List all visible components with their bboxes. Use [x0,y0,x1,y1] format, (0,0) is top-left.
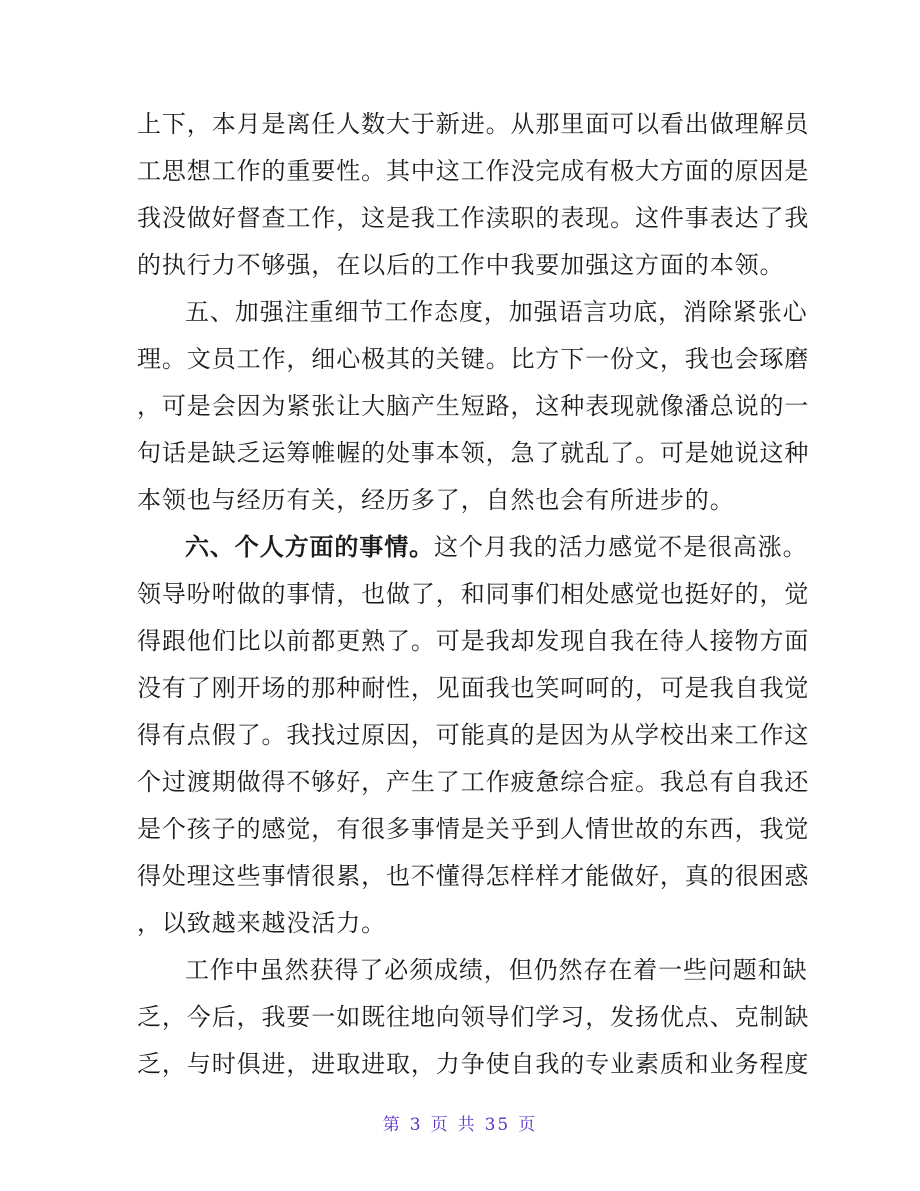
body-line-15: 个过渡期做得不够好，产生了工作疲惫综合症。我总有自我还 [137,768,810,796]
body-line-12: 得跟他们比以前都更熟了。可是我却发现自我在待人接物方面 [137,627,810,655]
footer-total-pages: 35 [484,1115,511,1135]
body-line-6: 理。文员工作，细心极其的关键。比方下一份文，我也会琢磨 [137,345,810,373]
footer-total-prefix: 共 [457,1115,477,1135]
body-line-18: ，以致越来越没活力。 [137,909,386,937]
section-six-heading: 六、个人方面的事情。 [185,532,434,561]
body-line-13: 没有了刚开场的那种耐性，见面我也笑呵呵的，可是我自我觉 [137,674,810,702]
body-line-20: 乏，今后，我要一如既往地向领导们学习，发扬优点、克制缺 [137,1003,810,1031]
body-line-2: 工思想工作的重要性。其中这工作没完成有极大方面的原因是 [137,157,810,185]
body-line-21: 乏，与时俱进，进取进取，力争使自我的专业素质和业务程度 [137,1050,810,1078]
body-line-14: 得有点假了。我找过原因，可能真的是因为从学校出来工作这 [137,721,810,749]
section-six-text: 这个月我的活力感觉不是很高涨。 [434,533,808,561]
body-line-19: 工作中虽然获得了必须成绩，但仍然存在着一些问题和缺 [185,956,808,984]
footer-page-unit: 页 [430,1115,450,1135]
body-line-5: 五、加强注重细节工作态度，加强语言功底，消除紧张心 [185,298,808,326]
footer-total-unit: 页 [518,1115,538,1135]
body-line-4: 的执行力不够强，在以后的工作中我要加强这方面的本领。 [137,251,785,279]
body-line-1: 上下，本月是离任人数大于新进。从那里面可以看出做理解员 [137,110,810,138]
body-line-17: 得处理这些事情很累，也不懂得怎样样才能做好，真的很困惑 [137,862,810,890]
body-line-9: 本领也与经历有关，经历多了，自然也会有所进步的。 [137,486,735,514]
footer-page-number: 3 [409,1115,423,1135]
section-six-line [185,527,808,567]
page-footer [0,1111,920,1139]
body-line-16: 是个孩子的感觉，有很多事情是关乎到人情世故的东西，我觉 [137,815,810,843]
body-line-3: 我没做好督查工作，这是我工作渎职的表现。这件事表达了我 [137,204,810,232]
body-line-7: ，可是会因为紧张让大脑产生短路，这种表现就像潘总说的一 [137,392,810,420]
footer-page-prefix: 第 [382,1115,402,1135]
body-line-8: 句话是缺乏运筹帷幄的处事本领，急了就乱了。可是她说这种 [137,439,810,467]
body-line-11: 领导吩咐做的事情，也做了，和同事们相处感觉也挺好的，觉 [137,580,810,608]
